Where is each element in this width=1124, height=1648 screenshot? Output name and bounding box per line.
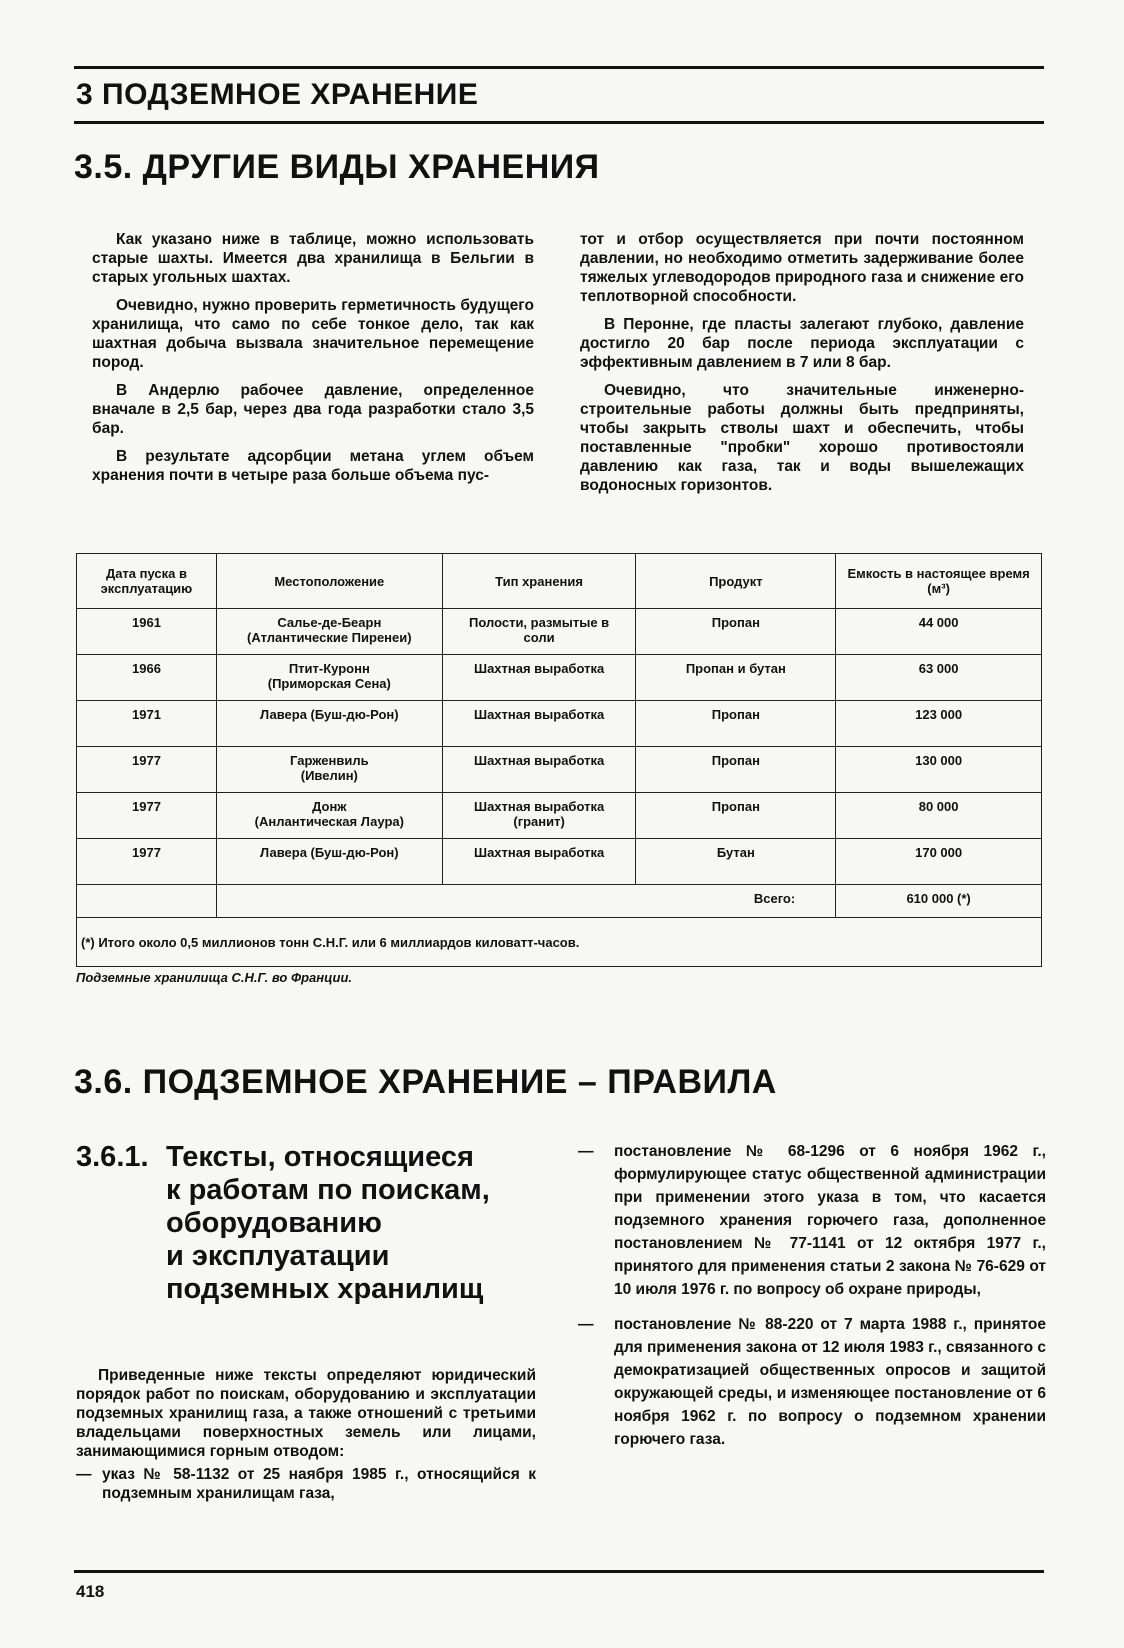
bottom-rule: [74, 1570, 1044, 1573]
subsection-title: [166, 1141, 546, 1306]
storage-table: [76, 553, 1042, 967]
chapter-rule: [74, 121, 1044, 124]
cell-capacity: 123 000: [836, 701, 1042, 747]
dash-marker: —: [578, 1316, 594, 1333]
type-line: Шахтная выработка: [474, 753, 605, 768]
subsection-title-line: подземных хранилищ: [166, 1273, 484, 1305]
cell-year: 1977: [77, 747, 217, 793]
list-item-text: постановление № 88-220 от 7 марта 1988 г., принятое для применения закона от 12 июля 1983 г., связанного с демократизацией общественных опросов и защитой окружающей среды, и изменяющее постановление от 6 ноября 1962 г. по вопросу о подземном хранении горючего газа.: [614, 1316, 1046, 1448]
cell-type: [442, 655, 636, 701]
chapter-title: 3 ПОДЗЕМНОЕ ХРАНЕНИЕ: [76, 78, 479, 111]
section-3-6-right-column: [578, 1140, 1046, 1463]
intro-paragraph: Приведенные ниже тексты определяют юридический порядок работ по поискам, оборудованию и эксплуатации подземных хранилищ газа, а также отношений с третьими владельцами поверхностных земель или лицами, занимающимися горным отводом:: [76, 1367, 536, 1460]
cell-capacity: 130 000: [836, 747, 1042, 793]
cell-product: Пропан: [636, 793, 836, 839]
subsection-number: 3.6.1.: [76, 1141, 149, 1173]
cell-location: [216, 793, 442, 839]
cell-location: [216, 839, 442, 885]
section-title-3-5: 3.5. ДРУГИЕ ВИДЫ ХРАНЕНИЯ: [74, 148, 600, 186]
header-location: Местоположение: [216, 554, 442, 609]
subsection-title-line: и эксплуатации: [166, 1240, 390, 1272]
top-rule: [74, 66, 1044, 69]
section-title-3-6: 3.6. ПОДЗЕМНОЕ ХРАНЕНИЕ – ПРАВИЛА: [74, 1063, 777, 1101]
cell-product: Пропан: [636, 701, 836, 747]
list-item: [578, 1140, 1046, 1301]
cell-location: [216, 609, 442, 655]
cell-capacity: 63 000: [836, 655, 1042, 701]
subsection-title-line: оборудованию: [166, 1207, 382, 1239]
table-total-row: [77, 885, 1042, 918]
table-row: [77, 701, 1042, 747]
table-footnote-row: [77, 918, 1042, 967]
section-3-5-left-column: [92, 230, 534, 494]
type-line: Шахтная выработка: [474, 707, 605, 722]
location-line: Салье-де-Беарн: [277, 615, 382, 630]
table-row: [77, 747, 1042, 793]
list-item: [76, 1465, 536, 1503]
header-product: Продукт: [636, 554, 836, 609]
header-date: Дата пуска в эксплуатацию: [77, 554, 217, 609]
section-3-5-right-column: [580, 230, 1024, 504]
type-line: (гранит): [513, 814, 565, 829]
cell-product: Пропан и бутан: [636, 655, 836, 701]
cell-type: [442, 609, 636, 655]
cell-product: Бутан: [636, 839, 836, 885]
subsection-title-line: к работам по поискам,: [166, 1174, 490, 1206]
cell-location: [216, 701, 442, 747]
location-line: (Анлантическая Лаура): [254, 814, 404, 829]
table-caption: Подземные хранилища С.Н.Г. во Франции.: [76, 970, 353, 985]
dash-marker: —: [76, 1466, 92, 1483]
list-item-text: постановление № 68-1296 от 6 ноября 1962 г., формулирующее статус общественной администрации при применении этого указа в том, что касается подземного хранения горючего газа, дополненное постановлением № 77-1141 от 12 октября 1977 г., принятого для применения статьи 2 закона № 76-629 от 10 июля 1976 г. по вопросу об охране природы,: [614, 1143, 1046, 1298]
section-3-6-left-column: [76, 1366, 536, 1503]
paragraph: Как указано ниже в таблице, можно использовать старые шахты. Имеется два хранилища в Бельгии в старых угольных шахтах.: [92, 231, 534, 286]
total-value: 610 000 (*): [836, 885, 1042, 918]
list-item: [578, 1313, 1046, 1451]
type-line: соли: [523, 630, 555, 645]
table-header-row: [77, 554, 1042, 609]
paragraph: Очевидно, что значительные инженерно-строительные работы должны быть предприняты, чтобы закрыть стволы шахт и обеспечить, чтобы поставленные "пробки" хорошо противостояли давлению как газа, так и воды вышележащих водоносных горизонтов.: [580, 382, 1024, 494]
type-line: Полости, размытые в: [469, 615, 610, 630]
subsection-title-line: Тексты, относящиеся: [166, 1141, 474, 1173]
cell-year: 1966: [77, 655, 217, 701]
page-number: 418: [76, 1582, 105, 1601]
type-line: Шахтная выработка: [474, 661, 605, 676]
table-row: [77, 793, 1042, 839]
location-line: (Приморская Сена): [267, 676, 391, 691]
paragraph: В Андерлю рабочее давление, определенное вначале в 2,5 бар, через два года разработки стало 3,5 бар.: [92, 382, 534, 437]
cell-product: Пропан: [636, 747, 836, 793]
cell-capacity: 170 000: [836, 839, 1042, 885]
location-line: Лавера (Буш-дю-Рон): [260, 845, 399, 860]
table-row: [77, 609, 1042, 655]
cell-year: 1977: [77, 839, 217, 885]
total-label: Всего:: [216, 885, 835, 918]
table-row: [77, 839, 1042, 885]
header-storage-type: Тип хранения: [442, 554, 636, 609]
list-item-text: указ № 58-1132 от 25 наября 1985 г., относящийся к подземным хранилищам газа,: [102, 1466, 536, 1502]
cell-location: [216, 747, 442, 793]
table-row: [77, 655, 1042, 701]
cell-capacity: 80 000: [836, 793, 1042, 839]
location-line: Лавера (Буш-дю-Рон): [260, 707, 399, 722]
cell-product: Пропан: [636, 609, 836, 655]
location-line: Птит-Куронн: [288, 661, 370, 676]
cell-type: [442, 793, 636, 839]
paragraph: тот и отбор осуществляется при почти постоянном давлении, но необходимо отметить задерживание более тяжелых углеводородов природного газа и снижение его теплотворной способности.: [580, 231, 1024, 305]
cell-location: [216, 655, 442, 701]
cell-capacity: 44 000: [836, 609, 1042, 655]
paragraph: В Перонне, где пласты залегают глубоко, давление достигло 20 бар после периода эксплуатации с эффективным давлением в 7 или 8 бар.: [580, 316, 1024, 371]
type-line: Шахтная выработка: [474, 799, 605, 814]
table-footnote: (*) Итого около 0,5 миллионов тонн С.Н.Г. или 6 миллиардов киловатт-часов.: [77, 918, 1042, 967]
cell-type: [442, 839, 636, 885]
total-empty-cell: [77, 885, 217, 918]
cell-year: 1971: [77, 701, 217, 747]
cell-type: [442, 701, 636, 747]
dash-marker: —: [578, 1143, 594, 1160]
location-line: Донж: [312, 799, 347, 814]
location-line: (Атлантические Пиренеи): [247, 630, 412, 645]
paragraph: В результате адсорбции метана углем объем хранения почти в четыре раза больше объема пус-: [92, 448, 534, 484]
cell-year: 1961: [77, 609, 217, 655]
paragraph: Очевидно, нужно проверить герметичность будущего хранилища, что само по себе тонкое дело, так как шахтная добыча вызвала значительное перемещение пород.: [92, 297, 534, 371]
location-line: (Ивелин): [300, 768, 358, 783]
cell-year: 1977: [77, 793, 217, 839]
cell-type: [442, 747, 636, 793]
type-line: Шахтная выработка: [474, 845, 605, 860]
location-line: Гарженвиль: [290, 753, 369, 768]
header-capacity: Емкость в настоящее время (м³): [836, 554, 1042, 609]
